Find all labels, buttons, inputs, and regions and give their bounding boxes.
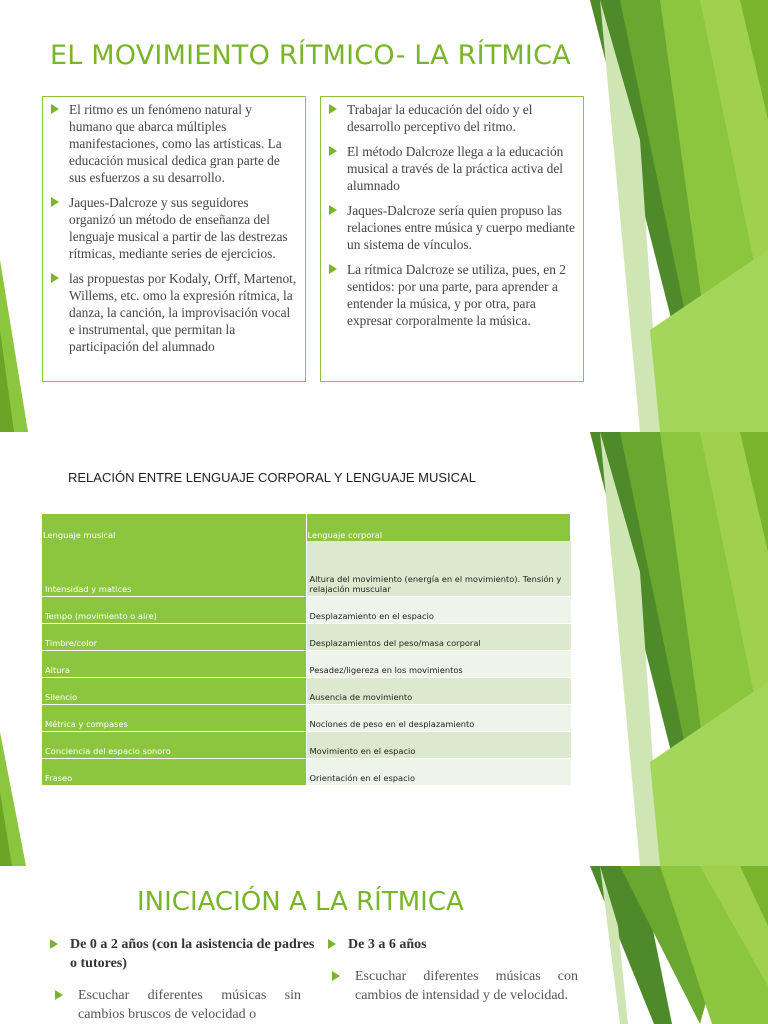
table-cell: Ausencia de movimiento — [306, 677, 571, 704]
table-cell: Tempo (movimiento o aire) — [42, 596, 306, 623]
table-row — [42, 541, 571, 596]
right-text-box — [320, 96, 584, 382]
table-cell: Desplazamientos del peso/masa corporal — [306, 623, 571, 650]
bullet-text: El método Dalcroze llega a la educación musical a través de la práctica activa del alumnado — [347, 144, 564, 193]
table-row — [42, 596, 571, 623]
list-item — [55, 986, 301, 1024]
table-cell: Nociones de peso en el desplazamiento — [306, 704, 571, 731]
table-cell: Fraseo — [42, 758, 306, 785]
table-cell: Conciencia del espacio sonoro — [42, 731, 306, 758]
table-row — [42, 650, 571, 677]
bullet-item — [329, 143, 575, 194]
bullet-text: Trabajar la educación del oído y el desarrollo perceptivo del ritmo. — [347, 102, 533, 134]
table-cell: Orientación en el espacio — [306, 758, 571, 785]
table-header-row — [42, 514, 571, 541]
bullet-text: Jaques-Dalcroze y sus seguidores organizó un método de enseñanza del lenguaje musical a partir de las destrezas rítmicas, mediante series de ejercicios. — [69, 195, 288, 261]
bullet-arrow-icon — [329, 146, 337, 156]
bullet-text: Jaques-Dalcroze sería quien propuso las relaciones entre música y cuerpo mediante un sistema de vínculos. — [347, 203, 575, 252]
table-heading: RELACIÓN ENTRE LENGUAJE CORPORAL Y LENGUAJE MUSICAL — [68, 470, 476, 485]
bullet-arrow-icon — [51, 197, 59, 207]
bullet-item — [51, 194, 297, 262]
bullet-text: las propuestas por Kodaly, Orff, Martenot, Willems, etc. omo la expresión rítmica, la danza, la canción, la improvisación vocal e instrumental, que permitan la participación del alumnado — [69, 271, 297, 354]
bullet-item — [329, 202, 575, 253]
bullet-text: El ritmo es un fenómeno natural y humano que abarca múltiples manifestaciones, como las artísticas. La educación musical dedica gran parte de sus esfuerzos a su desarrollo. — [69, 102, 282, 185]
table-cell: Timbre/color — [42, 623, 306, 650]
bullet-arrow-icon — [55, 990, 63, 1000]
heading-text: De 3 a 6 años — [348, 937, 427, 952]
table-row — [42, 758, 571, 785]
table-row — [42, 677, 571, 704]
column-header: Lenguaje corporal — [306, 514, 571, 541]
table-cell: Intensidad y matices — [42, 541, 306, 596]
left-text-box — [42, 96, 306, 382]
bullet-item — [51, 270, 297, 355]
table-row — [42, 623, 571, 650]
slide-3 — [0, 866, 768, 1024]
table-row — [42, 704, 571, 731]
slide-title: INICIACIÓN A LA RÍTMICA — [137, 887, 464, 917]
slide-1 — [0, 0, 768, 432]
bullet-item — [329, 101, 575, 135]
item-text: Escuchar diferentes músicas con cambios de intensidad y de velocidad. — [355, 969, 578, 1003]
table-cell: Altura del movimiento (energía en el movimiento). Tensión y relajación muscular — [306, 541, 571, 596]
table-cell: Silencio — [42, 677, 306, 704]
table-cell: Movimiento en el espacio — [306, 731, 571, 758]
table-cell: Pesadez/ligereza en los movimientos — [306, 650, 571, 677]
bullet-arrow-icon — [329, 104, 337, 114]
age-heading-0-2 — [50, 935, 320, 973]
bullet-arrow-icon — [329, 264, 337, 274]
age-heading-3-6 — [328, 935, 588, 954]
table-cell: Métrica y compases — [42, 704, 306, 731]
bullet-arrow-icon — [50, 939, 58, 949]
column-header: Lenguaje musical — [42, 514, 306, 541]
bullet-arrow-icon — [328, 939, 336, 949]
bullet-item — [51, 101, 297, 186]
table-cell: Desplazamiento en el espacio — [306, 596, 571, 623]
heading-text: De 0 a 2 años (con la asistencia de padres o tutores) — [70, 937, 315, 971]
bullet-arrow-icon — [329, 205, 337, 215]
slide-2 — [0, 432, 768, 866]
table-cell: Altura — [42, 650, 306, 677]
relation-table — [42, 514, 571, 786]
bullet-item — [329, 261, 575, 329]
bullet-text: La rítmica Dalcroze se utiliza, pues, en 2 sentidos: por una parte, para aprender a entender la música, y por otra, para expresar corporalmente la música. — [347, 262, 566, 328]
bullet-arrow-icon — [51, 104, 59, 114]
item-text: Escuchar diferentes músicas sin cambios bruscos de velocidad o — [78, 988, 301, 1022]
slide-title: EL MOVIMIENTO RÍTMICO- LA RÍTMICA — [50, 40, 571, 71]
table-row — [42, 731, 571, 758]
bullet-arrow-icon — [332, 971, 340, 981]
bullet-arrow-icon — [51, 273, 59, 283]
list-item — [332, 967, 578, 1005]
